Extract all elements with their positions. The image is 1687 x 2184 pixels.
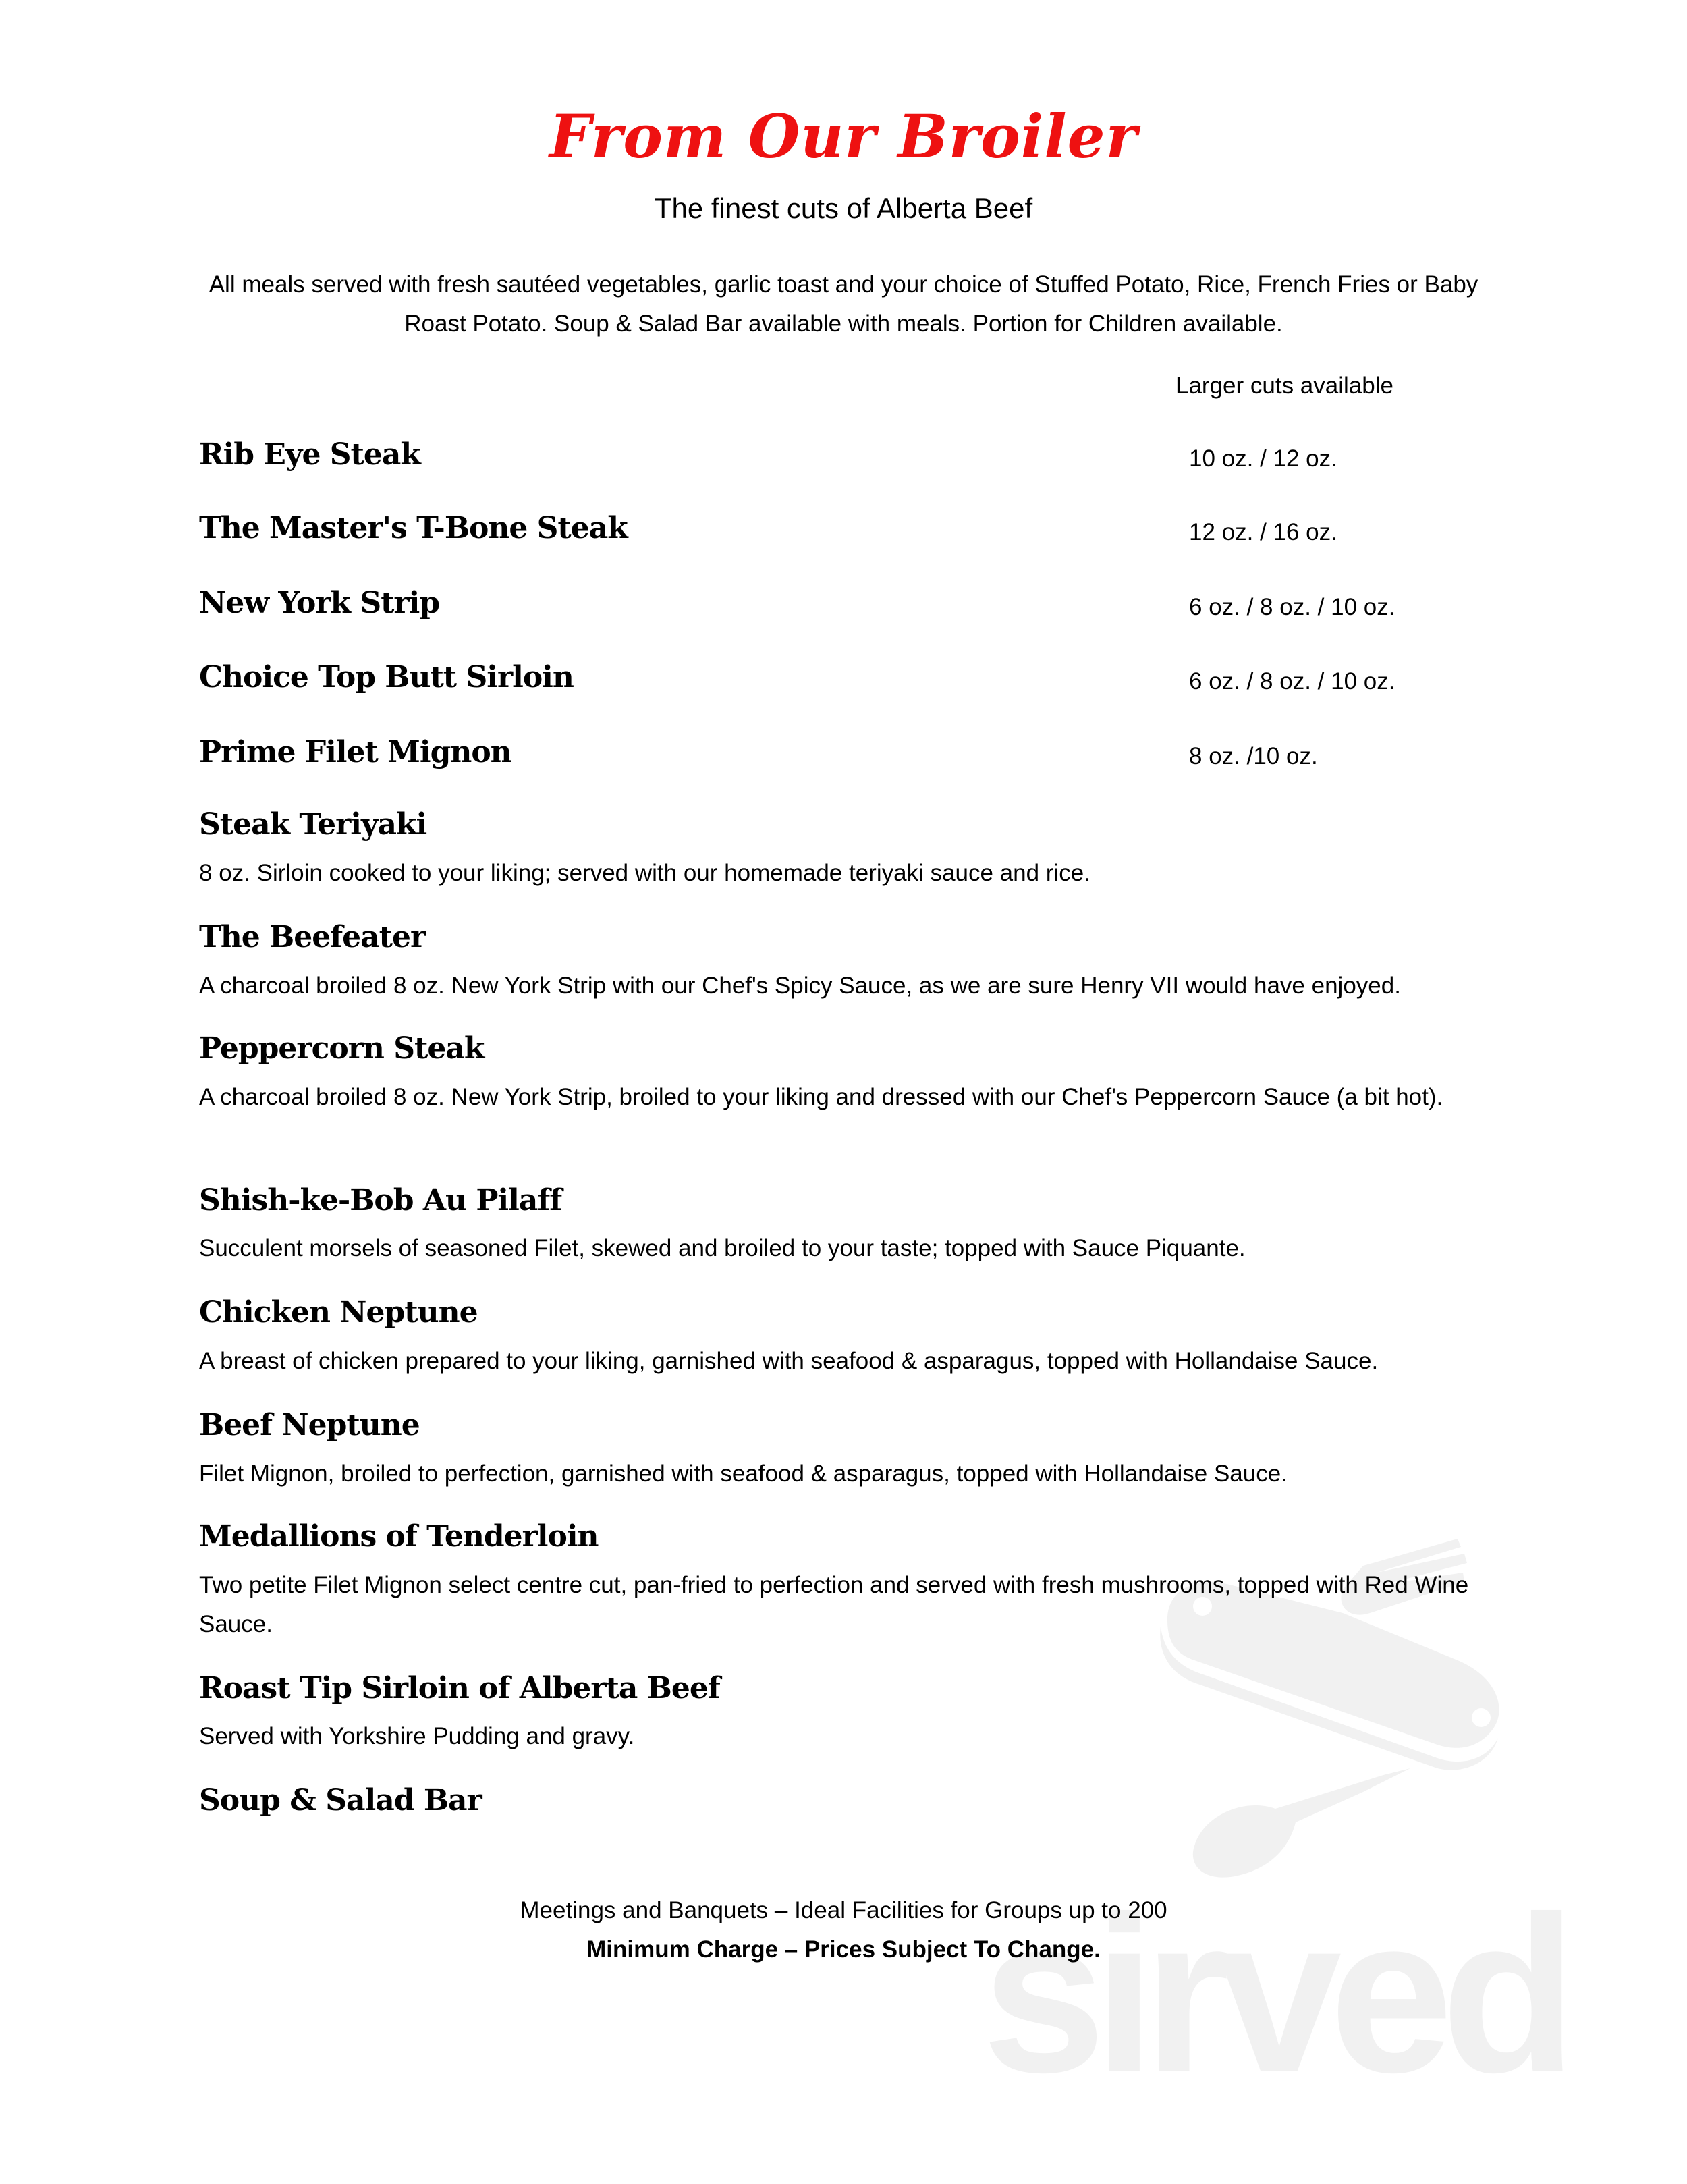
- item-name: Chicken Neptune: [199, 1295, 478, 1330]
- cut-sizes: 8 oz. /10 oz.: [1189, 743, 1318, 769]
- cut-sizes: 6 oz. / 8 oz. / 10 oz.: [1189, 594, 1395, 620]
- item-description: A charcoal broiled 8 oz. New York Strip, broiled to your liking and dressed with our Chef's Peppercorn Sauce (a bit hot).: [199, 1084, 1443, 1110]
- intro-text: All meals served with fresh sautéed vegetables, garlic toast and your choice of Stuffed Potato, Rice, French Fries or Baby Roast Potato. Soup & Salad Bar available with meals. Portion for Children available.: [209, 271, 1478, 337]
- cut-sizes: 12 oz. / 16 oz.: [1189, 519, 1337, 545]
- cut-sizes: 6 oz. / 8 oz. / 10 oz.: [1189, 668, 1395, 694]
- item-description: A charcoal broiled 8 oz. New York Strip with our Chef's Spicy Sauce, as we are sure Henry VII would have enjoyed.: [199, 973, 1401, 999]
- item-description: A breast of chicken prepared to your liking, garnished with seafood & asparagus, topped with Hollandaise Sauce.: [199, 1348, 1379, 1374]
- cut-name: Prime Filet Mignon: [199, 735, 511, 769]
- item-name: Medallions of Tenderloin: [199, 1519, 599, 1554]
- item-name: Roast Tip Sirloin of Alberta Beef: [199, 1671, 720, 1705]
- item-name: The Beefeater: [199, 920, 426, 954]
- item-name: Soup & Salad Bar: [199, 1783, 482, 1818]
- item-description: Filet Mignon, broiled to perfection, garnished with seafood & asparagus, topped with Hollandaise Sauce.: [199, 1460, 1288, 1487]
- item-name: Peppercorn Steak: [199, 1031, 485, 1066]
- item-description: Succulent morsels of seasoned Filet, skewed and broiled to your taste; topped with Sauce Piquante.: [199, 1235, 1246, 1261]
- cut-sizes: 10 oz. / 12 oz.: [1189, 445, 1337, 472]
- cut-name: Rib Eye Steak: [199, 437, 420, 472]
- sirved-watermark: sirved: [982, 1869, 1566, 2119]
- item-name: Beef Neptune: [199, 1408, 420, 1442]
- larger-cuts-label: Larger cuts available: [1176, 373, 1393, 399]
- page-title: From Our Broiler: [549, 101, 1138, 171]
- cut-name: Choice Top Butt Sirloin: [199, 660, 574, 694]
- cut-name: The Master's T-Bone Steak: [199, 511, 628, 545]
- item-description: Two petite Filet Mignon select centre cut, pan-fried to perfection and served with fresh mushrooms, topped with Red Wine Sauce.: [199, 1572, 1469, 1637]
- cut-name: New York Strip: [199, 586, 440, 620]
- item-name: Steak Teriyaki: [199, 807, 427, 842]
- item-description: 8 oz. Sirloin cooked to your liking; served with our homemade teriyaki sauce and rice.: [199, 860, 1090, 886]
- page-subtitle: The finest cuts of Alberta Beef: [654, 192, 1033, 224]
- item-description: Served with Yorkshire Pudding and gravy.: [199, 1723, 635, 1749]
- pricing-note: Minimum Charge – Prices Subject To Change.: [586, 1936, 1101, 1963]
- item-name: Shish-ke-Bob Au Pilaff: [199, 1183, 562, 1218]
- banquet-note: Meetings and Banquets – Ideal Facilities for Groups up to 200: [520, 1897, 1167, 1923]
